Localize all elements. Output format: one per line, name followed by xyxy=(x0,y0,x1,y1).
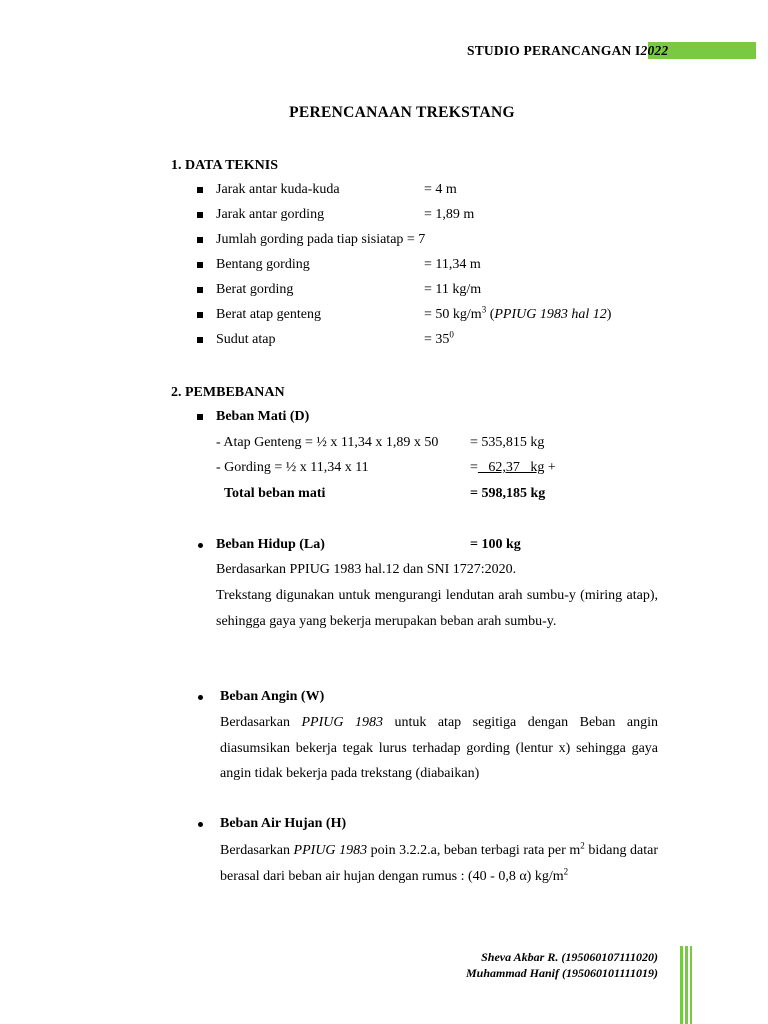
section-1-heading: 1. DATA TEKNIS xyxy=(171,158,278,173)
list-item-label: Berat atap genteng xyxy=(216,307,321,322)
total-value: = 598,185 kg xyxy=(470,486,546,501)
list-item-label: Sudut atap xyxy=(216,332,276,347)
list-item-value: = 1,89 m xyxy=(424,207,475,222)
beban-angin-paragraph: Berdasarkan PPIUG 1983 untuk atap segitiga dengan Beban angin diasumsikan bekerja tegak lurus terhadap gording (lentur x) sehingga gaya angin tidak bekerja pada trekstang (diabaikan) xyxy=(220,715,658,781)
footer-accent-bar xyxy=(690,946,692,1024)
footer-author-1: Sheva Akbar R. (195060107111020) xyxy=(481,950,658,964)
beban-hidup-basis: Berdasarkan PPIUG 1983 hal.12 dan SNI 1727:2020. xyxy=(216,562,517,577)
list-item-value: = 4 m xyxy=(424,182,457,197)
bullet-dot-icon xyxy=(198,543,203,548)
bullet-square-icon xyxy=(197,187,203,193)
bullet-square-icon xyxy=(197,312,203,318)
section-2-heading: 2. PEMBEBANAN xyxy=(171,385,285,400)
beban-angin-title: Beban Angin (W) xyxy=(220,689,325,704)
bullet-square-icon xyxy=(197,287,203,293)
bullet-square-icon xyxy=(197,414,203,420)
calc-row-label: - Atap Genteng = ½ x 11,34 x 1,89 x 50 xyxy=(216,435,439,450)
bullet-square-icon xyxy=(197,262,203,268)
list-item-value: = 50 $kg/m^3$ (PPIUG 1983 hal 12) xyxy=(424,304,612,322)
page-title: PERENCANAAN TREKSTANG xyxy=(289,104,515,121)
total-label: Total beban mati xyxy=(224,486,326,501)
bullet-square-icon xyxy=(197,212,203,218)
calc-row-value: = 62,37 kg + xyxy=(470,460,556,475)
list-item-label: Jumlah gording pada tiap sisiatap = 7 xyxy=(216,232,426,247)
footer-accent-bar xyxy=(680,946,683,1024)
list-item-label: Jarak antar kuda-kuda xyxy=(216,182,340,197)
beban-hidup-paragraph: Trekstang digunakan untuk mengurangi lendutan arah sumbu-y (miring atap), sehingga gaya yang bekerja merupakan beban arah sumbu-y. xyxy=(216,588,658,629)
list-item-label: Bentang gording xyxy=(216,257,310,272)
beban-mati-title: Beban Mati (D) xyxy=(216,409,310,424)
calc-row-value: = 535,815 kg xyxy=(470,435,545,450)
list-item-label: Berat gording xyxy=(216,282,294,297)
beban-hujan-paragraph: Berdasarkan PPIUG 1983 poin 3.2.2.a, beban terbagi rata per $m^2$ bidang datar berasal dari beban air hujan dengan rumus : (40 - 0,8 α) $kg/m^2$ xyxy=(220,840,658,884)
list-item-value: = 11 kg/m xyxy=(424,282,482,297)
reference-citation: PPIUG 1983 hal 12 xyxy=(494,307,607,322)
footer-author-2: Muhammad Hanif (195060101111019) xyxy=(465,966,658,980)
list-item-value: = 11,34 m xyxy=(424,257,481,272)
header-year: 2022 xyxy=(640,43,669,58)
bullet-square-icon xyxy=(197,337,203,343)
bullet-dot-icon xyxy=(198,822,203,827)
footer-accent-bar xyxy=(685,946,688,1024)
list-item-value: = $35^0$ xyxy=(424,329,454,347)
header-studio: STUDIO PERANCANGAN I2022 xyxy=(467,43,669,58)
beban-hidup-value: = 100 kg xyxy=(470,537,521,552)
bullet-dot-icon xyxy=(198,695,203,700)
bullet-square-icon xyxy=(197,237,203,243)
calc-row-label: - Gording = ½ x 11,34 x 11 xyxy=(216,460,369,475)
beban-hujan-title: Beban Air Hujan (H) xyxy=(220,816,347,831)
beban-hidup-title: Beban Hidup (La) xyxy=(216,537,325,552)
list-item-label: Jarak antar gording xyxy=(216,207,325,222)
